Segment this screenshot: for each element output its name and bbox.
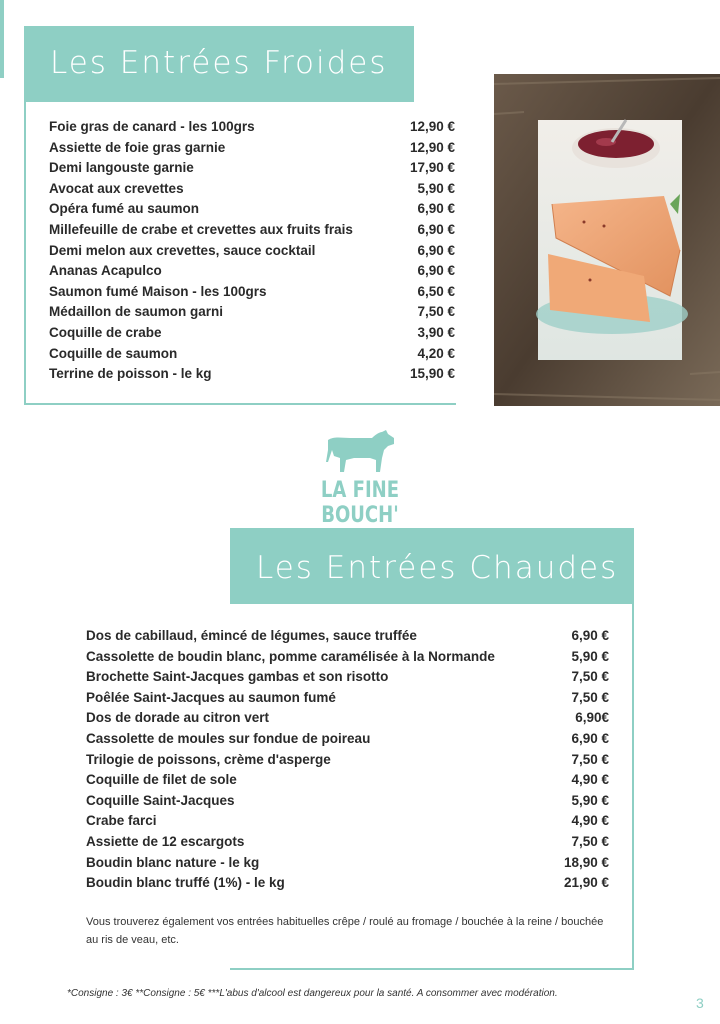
cold-starters-banner [24, 26, 414, 102]
menu-item [49, 325, 455, 346]
menu-item [49, 119, 455, 140]
dish-price: 6,90 € [417, 263, 455, 279]
dish-name: Foie gras de canard - les 100grs [49, 119, 255, 134]
menu-item [49, 366, 455, 387]
menu-item [86, 834, 609, 855]
dish-name: Opéra fumé au saumon [49, 201, 200, 217]
menu-item [49, 304, 455, 325]
dish-price: 15,90 € [409, 366, 455, 382]
dish-price: 5,90 € [571, 792, 609, 808]
dish-price: 4,20 € [417, 345, 455, 361]
dish-price: 12,90 € [409, 139, 455, 155]
dish-name: Saumon fumé Maison - les 100grs [49, 283, 267, 299]
menu-item [86, 875, 609, 896]
dish-name: Avocat aux crevettes [49, 180, 184, 196]
menu-item [86, 690, 609, 711]
dish-price: 5,90 € [571, 648, 609, 664]
logo-text: LA FINE BOUCH' [320, 478, 400, 528]
page-edge-marker [0, 0, 4, 78]
dish-name: Coquille de filet de sole [86, 772, 237, 788]
dish-name: Poêlée Saint-Jacques au saumon fumé [86, 689, 336, 705]
dish-price: 6,90 € [417, 242, 455, 258]
menu-item [86, 628, 609, 649]
restaurant-logo [272, 428, 448, 528]
dish-name: Coquille de saumon [49, 345, 178, 361]
foie-gras-photo [494, 74, 720, 406]
menu-item [86, 649, 609, 670]
menu-item [86, 669, 609, 690]
dish-name: Ananas Acapulco [49, 263, 162, 279]
dish-price: 7,50 € [571, 689, 609, 705]
menu-item [86, 813, 609, 834]
page-number: 3 [696, 995, 704, 1011]
dish-price: 18,90 € [563, 854, 609, 870]
dish-price: 4,90 € [571, 813, 609, 829]
hot-starters-banner [230, 528, 634, 604]
menu-item [86, 772, 609, 793]
dish-price: 7,50 € [571, 751, 609, 767]
dish-price: 5,90 € [417, 180, 455, 196]
dish-name: Trilogie de poissons, crème d'asperge [86, 751, 331, 767]
menu-item [86, 793, 609, 814]
cold-starters-title: Les Entrées Froides [50, 45, 388, 81]
cold-starters-list [49, 119, 455, 387]
other-starters-note: Vous trouverez également vos entrées habituelles crêpe / roulé au fromage / bouchée à la reine / bouchée au ris de veau, etc. [86, 916, 604, 946]
hot-starters-title: Les Entrées Chaudes [256, 550, 619, 586]
menu-item [49, 201, 455, 222]
dish-price: 6,90 € [571, 628, 609, 643]
menu-item [49, 181, 455, 202]
menu-item [49, 222, 455, 243]
dish-name: Crabe farci [86, 813, 157, 829]
dish-price: 6,90€ [575, 710, 609, 726]
menu-item [49, 284, 455, 305]
menu-item [86, 752, 609, 773]
dish-price: 17,90 € [409, 160, 455, 176]
dish-price: 12,90 € [409, 119, 455, 134]
dish-name: Dos de dorade au citron vert [86, 710, 270, 726]
hot-starters-list [86, 628, 609, 896]
foie-gras-illustration [494, 74, 720, 406]
dish-price: 21,90 € [563, 875, 609, 891]
dish-price: 6,50 € [417, 283, 455, 299]
menu-item [49, 160, 455, 181]
dish-price: 6,90 € [417, 221, 455, 237]
dish-name: Assiette de foie gras garnie [49, 139, 226, 155]
dish-name: Médaillon de saumon garni [49, 304, 224, 320]
menu-item [86, 710, 609, 731]
dish-name: Boudin blanc truffé (1%) - le kg [86, 875, 285, 891]
dish-name: Boudin blanc nature - le kg [86, 854, 260, 870]
menu-item [49, 243, 455, 264]
dish-price: 7,50 € [417, 304, 455, 320]
dish-name: Demi langouste garnie [49, 160, 194, 176]
dish-name: Demi melon aux crevettes, sauce cocktail [49, 242, 316, 258]
menu-item [49, 263, 455, 284]
dish-price: 3,90 € [417, 324, 455, 340]
dish-price: 7,50 € [571, 669, 609, 685]
dish-name: Brochette Saint-Jacques gambas et son risotto [86, 669, 389, 685]
cow-icon [324, 428, 396, 480]
dish-name: Dos de cabillaud, émincé de légumes, sauce truffée [86, 628, 417, 643]
dish-name: Cassolette de boudin blanc, pomme caramélisée à la Normande [86, 648, 495, 664]
dish-price: 7,50 € [571, 833, 609, 849]
dish-name: Coquille Saint-Jacques [86, 792, 235, 808]
dish-price: 4,90 € [571, 772, 609, 788]
dish-name: Cassolette de moules sur fondue de poireau [86, 730, 371, 746]
dish-name: Assiette de 12 escargots [86, 833, 245, 849]
dish-name: Millefeuille de crabe et crevettes aux fruits frais [49, 221, 353, 237]
menu-item [86, 855, 609, 876]
dish-price: 6,90 € [417, 201, 455, 217]
menu-item [49, 140, 455, 161]
menu-item [49, 346, 455, 367]
legal-notice: *Consigne : 3€ **Consigne : 5€ ***L'abus d'alcool est dangereux pour la santé. A consommer avec modération. [67, 988, 558, 999]
dish-name: Coquille de crabe [49, 324, 162, 340]
menu-item [86, 731, 609, 752]
dish-price: 6,90 € [571, 730, 609, 746]
dish-name: Terrine de poisson - le kg [49, 366, 212, 382]
